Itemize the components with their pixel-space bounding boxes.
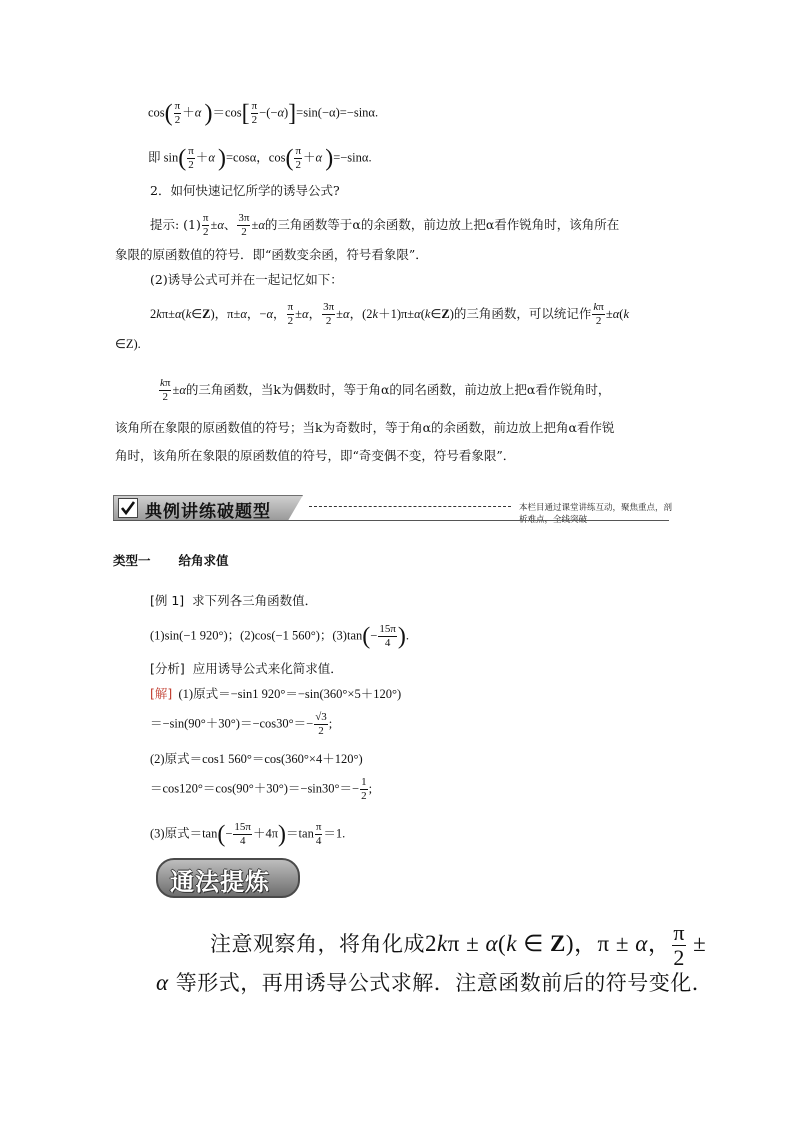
example-label: [例 1] <box>150 593 185 608</box>
summary-line-1-text: 注意观察角，将角化成 <box>210 932 425 956</box>
solution-line-3: (2)原式＝cos1 560°＝cos(360°×4＋120°) <box>150 752 363 766</box>
analysis-text: 应用诱导公式来化简求值． <box>192 661 343 676</box>
example-text: 求下列各三角函数值． <box>192 593 318 608</box>
hint-prefix: 提示: (1) <box>150 217 201 232</box>
solution-step-5-end: ＝1. <box>323 826 346 841</box>
summary-line-2: α 等形式，再用诱导公式求解．注意函数前后的符号变化． <box>156 970 714 995</box>
memory-line-3: ∈Z). <box>115 337 141 351</box>
solution-line-2: ＝−sin(90°＋30°)＝−cos30°＝− $\frac{√3}{2}$ ; <box>150 711 333 737</box>
parity-line-1-rest: 的三角函数，当k为偶数时，等于角α的同名函数，前边放上把α看作锐角时， <box>185 382 611 397</box>
solution-line-1 <box>150 686 401 702</box>
formula-line-1-result: =sin(−α)=−sinα. <box>296 105 379 120</box>
question-2: 2．如何快速记忆所学的诱导公式? <box>150 183 340 198</box>
solution-step-1: (1)原式＝−sin1 920°＝−sin(360°×5＋120°) <box>178 687 402 701</box>
solution-step-2: ＝−sin(90°＋30°)＝−cos30°＝− <box>150 716 314 731</box>
example-parts: (1)sin(−1 920°)；(2)cos(−1 560°)；(3)tan(− $\frac{15\pi}{4}$ ). <box>150 623 409 650</box>
check-icon <box>118 498 138 518</box>
banner-note: 本栏目通过课堂讲练互动，聚焦重点，剖析难点，全线突破 <box>519 503 673 525</box>
hint-line-2: 象限的原函数值的符号．即“函数变余函，符号看象限”． <box>115 247 428 262</box>
type-heading <box>113 553 229 569</box>
hint-rest: 的三角函数等于α的余函数，前边放上把α看作锐角时，该角所在 <box>264 217 620 232</box>
solution-step-5-prefix: (3)原式＝tan <box>150 826 218 841</box>
parity-line-2: 该角所在象限的原函数值的符号；当k为奇数时，等于角α的余函数，前边放上把角α看作锐 <box>115 420 615 435</box>
solution-step-5-mid: ＝tan <box>286 826 314 841</box>
example-parts-text: (1)sin(−1 920°)；(2)cos(−1 560°)；(3)tan <box>150 628 363 643</box>
summary-line-1: 注意观察角，将角化成2kπ ± α(k ∈ Z)，π ± α， $\frac{\pi}{2}$ ± <box>210 920 707 970</box>
formula-line-2: 即 sin( $\frac{\pi}{2}$ ＋α )=cosα，cos( $\frac{\pi}{2}$ ＋α )=−sinα. <box>148 145 372 172</box>
summary-line-2-text: 等形式，再用诱导公式求解．注意函数前后的符号变化． <box>175 971 714 995</box>
parity-line-1: $\frac{k\pi}{2}$ ±α的三角函数，当k为偶数时，等于角α的同名函数，前边放上把α看作锐角时， <box>160 377 611 403</box>
method-badge <box>156 858 302 898</box>
banner-dashed-line <box>309 506 511 507</box>
method-badge-title: 通法提炼 <box>170 868 270 896</box>
parity-line-3: 角时，该角所在象限的原函数值的符号，即“奇变偶不变，符号看象限”． <box>115 448 516 463</box>
section-banner <box>113 495 673 525</box>
type-title: 给角求值 <box>178 553 229 568</box>
memory-line-1: (2)诱导公式可并在一起记忆如下： <box>150 272 343 287</box>
analysis-label: [分析] <box>150 661 185 676</box>
memory-line-2-tail: 的三角函数，可以统记作 <box>453 306 592 321</box>
hint-line-1: 提示: (1) $\frac{\pi}{2}$ ±α、 $\frac{3\pi}{2}$ ±α的三角函数等于α的余函数，前边放上把α看作锐角时，该角所在 <box>150 212 620 238</box>
solution-line-4: ＝cos120°＝cos(90°＋30°)＝−sin30°＝− $\frac{1}{2}$ ; <box>150 776 373 802</box>
formula-line-2-sin: =−sinα. <box>333 150 372 165</box>
solution-line-5: (3)原式＝tan(− $\frac{15\pi}{4}$ ＋4π)＝tan $\frac{\pi}{4}$ ＝1. <box>150 821 346 848</box>
formula-line-2-prefix: 即 <box>148 149 161 165</box>
formula-line-2-cos: =cosα， <box>226 150 269 165</box>
formula-line-1: cos( $\frac{\pi}{2}$ ＋α )＝cos[ $\frac{\pi}{2}$ −(−α)]=sin(−α)=−sinα. <box>148 100 379 127</box>
analysis-line <box>150 661 343 677</box>
banner-title: 典例讲练破题型 <box>145 502 271 522</box>
example-heading <box>150 593 317 609</box>
solution-step-4: ＝cos120°＝cos(90°＋30°)＝−sin30°＝− <box>150 781 360 796</box>
type-label: 类型一 <box>113 553 151 568</box>
memory-line-2: 2kπ±α(k∈Z)，π±α，−α， $\frac{\pi}{2}$ ±α， $\frac{3\pi}{2}$ ±α，(2k＋1)π±α(k∈Z)的三角函数，可以统记作 $\frac{k\pi}{2}$ ±α(k <box>150 301 629 327</box>
banner-underline <box>113 520 669 521</box>
solution-label: [解] <box>150 686 173 701</box>
